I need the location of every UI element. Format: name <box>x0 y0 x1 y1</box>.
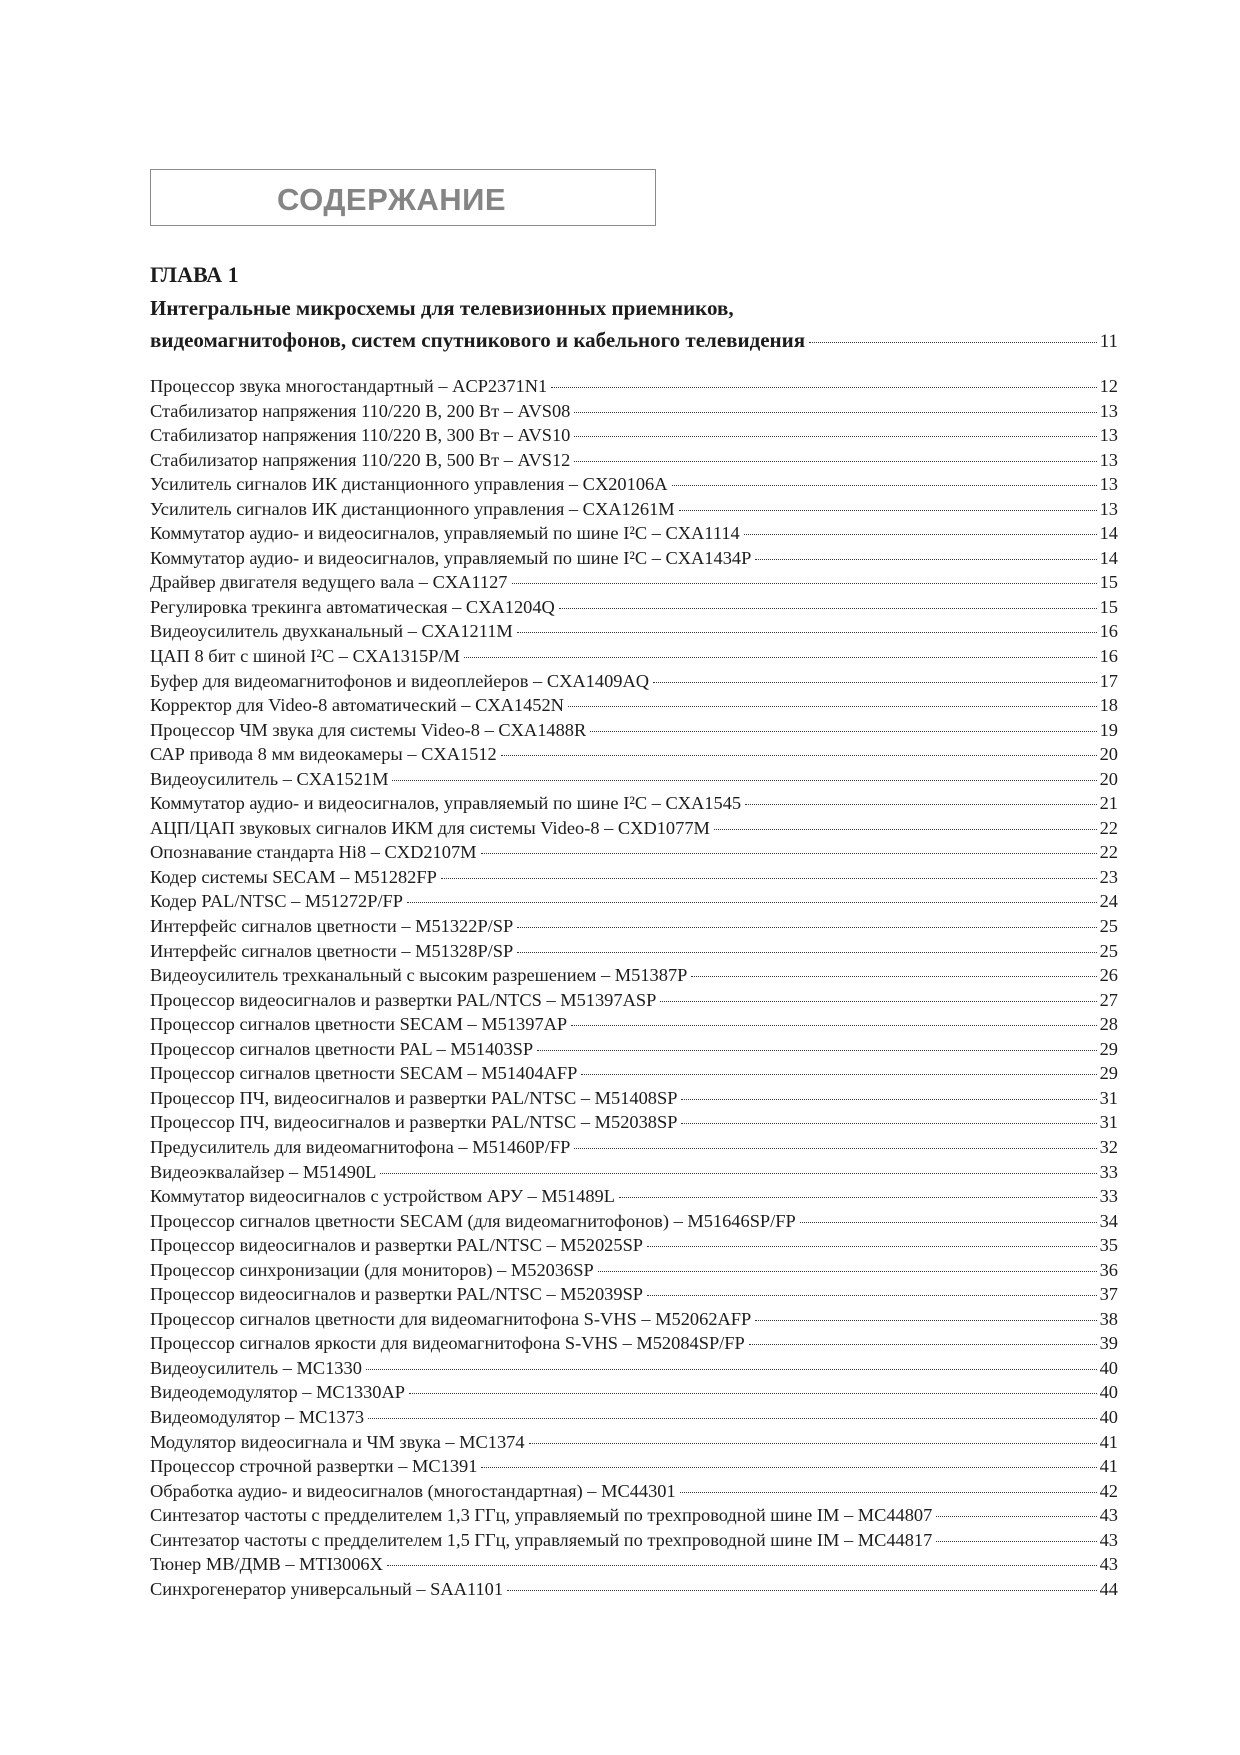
toc-entry[interactable] <box>150 1432 1118 1457</box>
toc-entry-title: Предусилитель для видеомагнитофона – M51460P/FP <box>150 1136 571 1157</box>
toc-entry[interactable] <box>150 572 1118 597</box>
toc-entry[interactable] <box>150 1088 1118 1113</box>
toc-entry-title: Процессор ПЧ, видеосигналов и развертки PAL/NTSC – M52038SP <box>150 1112 678 1133</box>
toc-entry[interactable] <box>150 793 1118 818</box>
toc-entry-page: 29 <box>1099 1038 1118 1059</box>
dot-leader <box>679 510 1097 511</box>
dot-leader <box>559 608 1097 609</box>
toc-entry[interactable] <box>150 1554 1118 1579</box>
dot-leader <box>800 1222 1097 1223</box>
toc-entry[interactable] <box>150 1505 1118 1530</box>
toc-entry-page: 26 <box>1099 965 1118 986</box>
toc-entry-title: Стабилизатор напряжения 110/220 В, 300 Вт – AVS10 <box>150 425 571 446</box>
toc-entry-title: Синтезатор частоты с предделителем 1,5 ГГц, управляемый по трехпроводной шине IM – MC44817 <box>150 1529 933 1550</box>
toc-entry-title: Процессор сигналов цветности SECAM – M51397AP <box>150 1014 568 1035</box>
dot-leader <box>441 878 1097 879</box>
toc-entry-page: 25 <box>1099 940 1118 961</box>
dot-leader <box>481 853 1097 854</box>
toc-entry-title: САР привода 8 мм видеокамеры – CXA1512 <box>150 744 497 765</box>
toc-entry-title: Процессор видеосигналов и развертки PAL/NTSC – M52039SP <box>150 1284 644 1305</box>
toc-entry[interactable] <box>150 548 1118 573</box>
toc-entry-page: 16 <box>1099 621 1118 642</box>
dot-leader <box>481 1467 1096 1468</box>
toc-entry-page: 42 <box>1099 1480 1118 1501</box>
dot-leader <box>368 1418 1096 1419</box>
toc-entry-title: Кодер PAL/NTSC – M51272P/FP <box>150 891 404 912</box>
toc-entry-title: Процессор звука многостандартный – ACP2371N1 <box>150 376 548 396</box>
toc-entry-page: 13 <box>1099 425 1118 446</box>
dot-leader <box>936 1516 1096 1517</box>
toc-entry-page: 31 <box>1099 1112 1118 1133</box>
dot-leader <box>744 534 1097 535</box>
dot-leader <box>647 1246 1097 1247</box>
toc-entry-page: 29 <box>1099 1063 1118 1084</box>
toc-entry[interactable] <box>150 1162 1118 1187</box>
toc-entry-title: Интерфейс сигналов цветности – M51322P/SP <box>150 916 514 937</box>
dot-leader <box>507 1590 1097 1591</box>
chapter-label: ГЛАВА 1 <box>150 262 239 287</box>
toc-entry-title: Коммутатор аудио- и видеосигналов, управляемый по шине I²C – CXA1114 <box>150 523 740 544</box>
toc-entry-page: 27 <box>1099 989 1118 1010</box>
toc-entry-page: 23 <box>1099 866 1118 887</box>
contents-heading: СОДЕРЖАНИЕ <box>277 182 507 217</box>
dot-leader <box>574 412 1096 413</box>
dot-leader <box>581 1074 1096 1075</box>
toc-entry-title: Коммутатор видеосигналов с устройством АРУ – M51489L <box>150 1186 615 1207</box>
toc-entry-page: 21 <box>1099 793 1118 814</box>
toc-entry[interactable] <box>150 425 1118 450</box>
toc-entry-title: Обработка аудио- и видеосигналов (многостандартная) – MC44301 <box>150 1480 676 1501</box>
toc-entry-page: 37 <box>1099 1284 1118 1305</box>
toc-entry[interactable] <box>150 1260 1118 1285</box>
toc-entry-page: 43 <box>1099 1554 1118 1575</box>
toc-entry[interactable] <box>150 867 1118 892</box>
toc-entry[interactable] <box>150 1309 1118 1334</box>
toc-entry[interactable] <box>150 1333 1118 1358</box>
toc-entry-title: Усилитель сигналов ИК дистанционного управления – CX20106A <box>150 474 668 495</box>
toc-entry-page: 17 <box>1099 670 1118 691</box>
toc-entry[interactable] <box>150 474 1118 499</box>
dot-leader <box>680 1492 1097 1493</box>
toc-entry-page: 33 <box>1099 1186 1118 1207</box>
toc-entry-page: 34 <box>1099 1210 1118 1231</box>
toc-entry-title: Корректор для Video-8 автоматический – CXA1452N <box>150 695 564 716</box>
dot-leader <box>672 485 1097 486</box>
toc-entry-page: 38 <box>1099 1308 1118 1329</box>
toc-entry-title: Видеоэквалайзер – M51490L <box>150 1161 377 1182</box>
toc-entry[interactable] <box>150 1235 1118 1260</box>
toc-entry-title: Буфер для видеомагнитофонов и видеоплейеров – CXA1409AQ <box>150 670 650 691</box>
toc-entry-title: Процессор сигналов цветности для видеомагнитофона S-VHS – M52062AFP <box>150 1308 752 1329</box>
dot-leader <box>517 952 1096 953</box>
toc-entry-title: Процессор ПЧ, видеосигналов и развертки PAL/NTSC – M51408SP <box>150 1087 678 1108</box>
toc-entry[interactable] <box>150 450 1118 475</box>
dot-leader <box>745 804 1097 805</box>
toc-entry-page: 22 <box>1099 817 1118 838</box>
dot-leader <box>681 1123 1096 1124</box>
toc-entry[interactable] <box>150 401 1118 426</box>
toc-entry-title: Коммутатор аудио- и видеосигналов, управляемый по шине I²C – CXA1545 <box>150 793 742 814</box>
toc-entry-title: Модулятор видеосигнала и ЧМ звука – MC1374 <box>150 1431 525 1452</box>
toc-entry-page: 44 <box>1099 1578 1118 1599</box>
toc-entry-page: 36 <box>1099 1259 1118 1280</box>
dot-leader <box>755 1320 1096 1321</box>
toc-entry-title: Процессор ЧМ звука для системы Video-8 – CXA1488R <box>150 719 587 740</box>
toc-entry[interactable] <box>150 1014 1118 1039</box>
toc-entry[interactable] <box>150 1530 1118 1555</box>
dot-leader <box>517 927 1096 928</box>
toc-entry-page: 32 <box>1099 1136 1118 1157</box>
toc-entry-title: Тюнер МВ/ДМВ – MTI3006X <box>150 1554 383 1575</box>
toc-entry[interactable] <box>150 891 1118 916</box>
toc-entry[interactable] <box>150 695 1118 720</box>
dot-leader <box>574 461 1096 462</box>
toc-entry-title: Видеоусилитель – CXA1521M <box>150 768 389 789</box>
toc-entry[interactable] <box>150 1481 1118 1506</box>
toc-entry-title: Процессор сигналов цветности SECAM (для видеомагнитофонов) – M51646SP/FP <box>150 1210 796 1231</box>
dot-leader <box>749 1344 1097 1345</box>
toc-entry-page: 25 <box>1099 916 1118 937</box>
toc-entry-title: Опознавание стандарта Hi8 – CXD2107M <box>150 842 477 863</box>
toc-entry-title: Регулировка трекинга автоматическая – CXA1204Q <box>150 596 555 617</box>
dot-leader <box>574 436 1096 437</box>
toc-entry-page: 20 <box>1099 744 1118 765</box>
toc-entry-title: Стабилизатор напряжения 110/220 В, 500 Вт – AVS12 <box>150 449 571 470</box>
toc-entry-title: Синхрогенератор универсальный – SAA1101 <box>150 1578 504 1599</box>
dot-leader <box>517 632 1097 633</box>
toc-entry[interactable] <box>150 1382 1118 1407</box>
toc-entry-title: Видеоусилитель – MC1330 <box>150 1357 362 1378</box>
toc-entry-page: 41 <box>1099 1456 1118 1477</box>
dot-leader <box>407 902 1097 903</box>
toc-entry[interactable] <box>150 1284 1118 1309</box>
toc-entry-page: 18 <box>1099 695 1118 716</box>
toc-entry-page: 31 <box>1099 1087 1118 1108</box>
dot-leader <box>392 780 1096 781</box>
chapter-title-line-1: Интегральные микросхемы для телевизионных приемников, <box>150 296 734 320</box>
toc-entry-title: АЦП/ЦАП звуковых сигналов ИКМ для системы Video-8 – CXD1077M <box>150 817 710 838</box>
dot-leader <box>501 755 1097 756</box>
dot-leader <box>660 1001 1096 1002</box>
toc-entry[interactable] <box>150 1211 1118 1236</box>
toc-entry-page: 13 <box>1099 449 1118 470</box>
toc-entry-page: 12 <box>1099 376 1118 396</box>
toc-entry-page: 40 <box>1099 1382 1118 1403</box>
dot-leader <box>809 342 1097 343</box>
dot-leader <box>681 1099 1096 1100</box>
dot-leader <box>366 1369 1097 1370</box>
toc-entry[interactable] <box>150 1456 1118 1481</box>
table-of-contents <box>150 376 1118 1603</box>
dot-leader <box>590 731 1096 732</box>
toc-entry-page: 28 <box>1099 1014 1118 1035</box>
toc-entry-title: Процессор видеосигналов и развертки PAL/NTSC – M52025SP <box>150 1235 644 1256</box>
toc-entry-title: Процессор синхронизации (для мониторов) – M52036SP <box>150 1259 594 1280</box>
toc-entry[interactable] <box>150 744 1118 769</box>
toc-entry-title: Стабилизатор напряжения 110/220 В, 200 Вт – AVS08 <box>150 400 571 421</box>
toc-entry-page: 40 <box>1099 1406 1118 1427</box>
toc-entry-title: Процессор сигналов яркости для видеомагнитофона S-VHS – M52084SP/FP <box>150 1333 745 1354</box>
toc-entry-page: 43 <box>1099 1529 1118 1550</box>
toc-entry-page: 15 <box>1099 572 1118 593</box>
toc-entry-page: 13 <box>1099 498 1118 519</box>
toc-entry-page: 22 <box>1099 842 1118 863</box>
toc-entry[interactable] <box>150 1358 1118 1383</box>
toc-entry-title: Процессор строчной развертки – MC1391 <box>150 1456 478 1477</box>
dot-leader <box>571 1025 1096 1026</box>
toc-entry-title: Коммутатор аудио- и видеосигналов, управляемый по шине I²C – CXA1434P <box>150 547 752 568</box>
toc-entry-page: 43 <box>1099 1505 1118 1526</box>
chapter-page-number: 11 <box>1099 331 1118 352</box>
toc-entry-title: Видеоусилитель трехканальный с высоким разрешением – M51387P <box>150 965 688 986</box>
dot-leader <box>387 1565 1097 1566</box>
toc-entry[interactable] <box>150 818 1118 843</box>
toc-entry-title: Усилитель сигналов ИК дистанционного управления – CXA1261M <box>150 498 675 519</box>
toc-entry-page: 14 <box>1099 523 1118 544</box>
chapter-title-line-2-row <box>150 324 1118 358</box>
toc-entry[interactable] <box>150 769 1118 794</box>
toc-entry-page: 41 <box>1099 1431 1118 1452</box>
toc-entry[interactable] <box>150 965 1118 990</box>
toc-entry[interactable] <box>150 720 1118 745</box>
toc-entry[interactable] <box>150 646 1118 671</box>
toc-entry-page: 13 <box>1099 474 1118 495</box>
dot-leader <box>755 559 1096 560</box>
contents-heading-box <box>150 169 656 226</box>
dot-leader <box>653 682 1097 683</box>
toc-entry-page: 13 <box>1099 400 1118 421</box>
toc-entry[interactable] <box>150 376 1118 401</box>
dot-leader <box>551 387 1096 388</box>
toc-entry[interactable] <box>150 1137 1118 1162</box>
toc-entry[interactable] <box>150 941 1118 966</box>
toc-entry[interactable] <box>150 1039 1118 1064</box>
toc-entry[interactable] <box>150 1407 1118 1432</box>
toc-entry[interactable] <box>150 990 1118 1015</box>
dot-leader <box>574 1148 1096 1149</box>
dot-leader <box>714 829 1097 830</box>
toc-entry-title: ЦАП 8 бит с шиной I²C – CXA1315P/M <box>150 646 460 667</box>
chapter-title-line-2: видеомагнитофонов, систем спутникового и кабельного телевидения <box>150 328 806 352</box>
toc-entry[interactable] <box>150 1186 1118 1211</box>
dot-leader <box>529 1443 1097 1444</box>
dot-leader <box>598 1271 1097 1272</box>
toc-entry-title: Видеомодулятор – MC1373 <box>150 1406 365 1427</box>
toc-entry-page: 14 <box>1099 547 1118 568</box>
toc-entry[interactable] <box>150 842 1118 867</box>
toc-entry[interactable] <box>150 671 1118 696</box>
dot-leader <box>691 976 1096 977</box>
dot-leader <box>568 706 1097 707</box>
dot-leader <box>619 1197 1097 1198</box>
toc-entry-page: 39 <box>1099 1333 1118 1354</box>
toc-entry-page: 40 <box>1099 1357 1118 1378</box>
toc-entry-title: Видеодемодулятор – MC1330AP <box>150 1382 405 1403</box>
toc-entry-page: 15 <box>1099 596 1118 617</box>
dot-leader <box>647 1295 1097 1296</box>
dot-leader <box>936 1541 1096 1542</box>
toc-entry-title: Интерфейс сигналов цветности – M51328P/SP <box>150 940 514 961</box>
dot-leader <box>512 583 1097 584</box>
toc-entry-title: Процессор сигналов цветности PAL – M51403SP <box>150 1038 534 1059</box>
dot-leader <box>537 1050 1096 1051</box>
toc-entry-page: 19 <box>1099 719 1118 740</box>
toc-entry-title: Процессор сигналов цветности SECAM – M51404AFP <box>150 1063 578 1084</box>
toc-entry-page: 24 <box>1099 891 1118 912</box>
toc-entry[interactable] <box>150 597 1118 622</box>
dot-leader <box>464 657 1097 658</box>
toc-entry[interactable] <box>150 1063 1118 1088</box>
toc-entry-title: Процессор видеосигналов и развертки PAL/NTCS – M51397ASP <box>150 989 657 1010</box>
toc-entry-page: 20 <box>1099 768 1118 789</box>
toc-entry-page: 35 <box>1099 1235 1118 1256</box>
toc-entry-title: Драйвер двигателя ведущего вала – CXA1127 <box>150 572 508 593</box>
toc-entry[interactable] <box>150 499 1118 524</box>
dot-leader <box>380 1173 1096 1174</box>
chapter-title[interactable] <box>150 292 1118 358</box>
toc-entry[interactable] <box>150 916 1118 941</box>
toc-entry[interactable] <box>150 1579 1118 1604</box>
toc-entry[interactable] <box>150 1112 1118 1137</box>
toc-entry[interactable] <box>150 523 1118 548</box>
toc-entry-page: 16 <box>1099 646 1118 667</box>
toc-entry-page: 33 <box>1099 1161 1118 1182</box>
toc-entry[interactable] <box>150 621 1118 646</box>
toc-entry-title: Видеоусилитель двухканальный – CXA1211M <box>150 621 513 642</box>
toc-entry-title: Синтезатор частоты с предделителем 1,3 ГГц, управляемый по трехпроводной шине IM – MC44807 <box>150 1505 933 1526</box>
dot-leader <box>409 1393 1097 1394</box>
toc-entry-title: Кодер системы SECAM – M51282FP <box>150 866 437 887</box>
